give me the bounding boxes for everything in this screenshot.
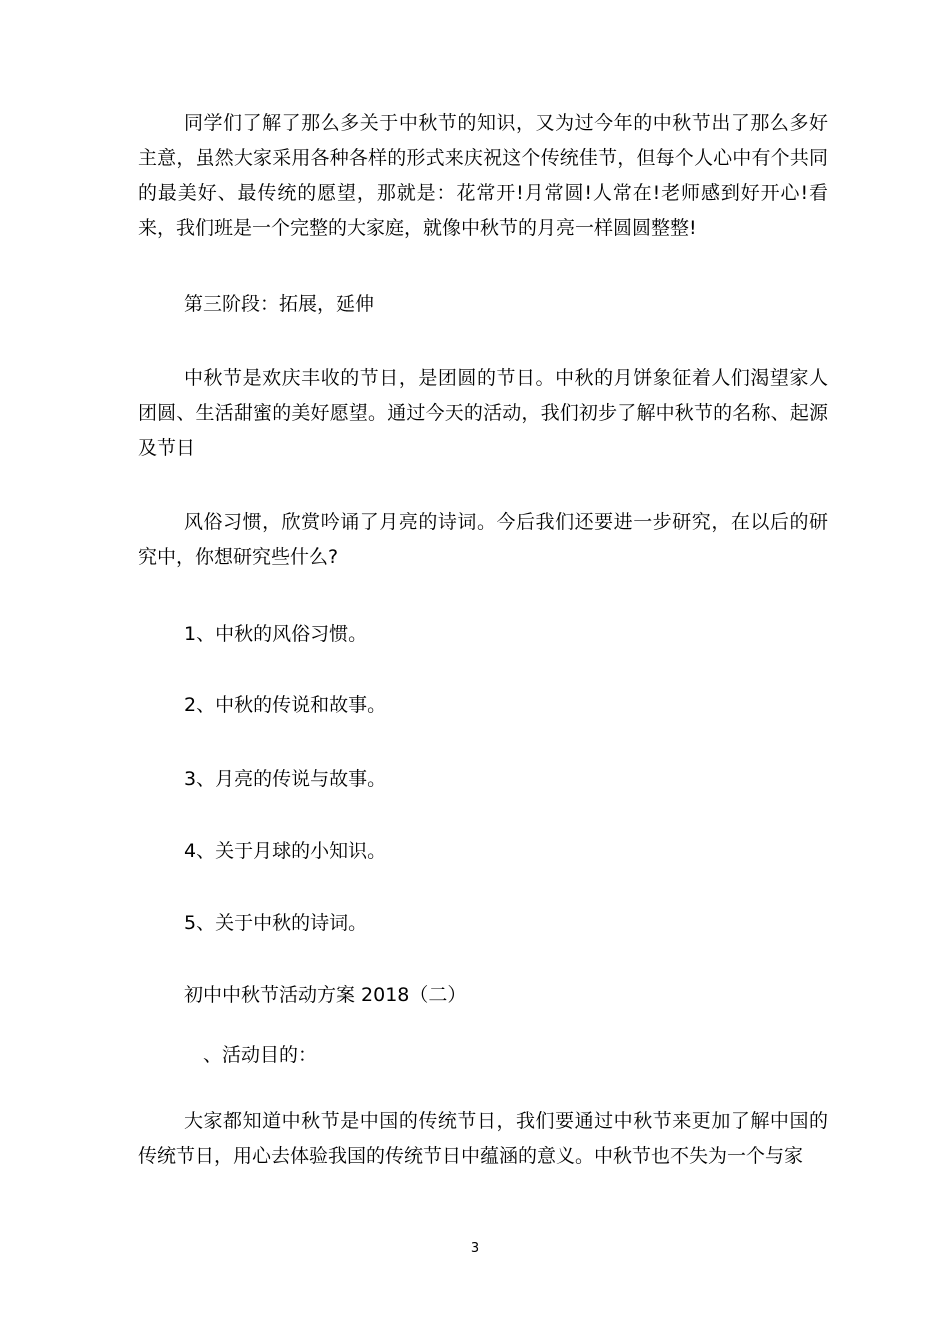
stage-3-heading: 第三阶段：拓展，延伸 bbox=[184, 293, 375, 315]
list-item: 1、中秋的风俗习惯。 bbox=[184, 623, 368, 645]
list-item: 3、月亮的传说与故事。 bbox=[184, 768, 387, 790]
paragraph-research-question: 风俗习惯，欣赏吟诵了月亮的诗词。今后我们还要进一步研究，在以后的研究中，你想研究些什么? bbox=[138, 511, 828, 568]
list-item: 4、关于月球的小知识。 bbox=[184, 840, 387, 862]
list-item: 2、中秋的传说和故事。 bbox=[184, 694, 387, 716]
paragraph-activity-goal: 大家都知道中秋节是中国的传统节日，我们要通过中秋节来更加了解中国的传统节日，用心去体验我国的传统节日中蕴涵的意义。中秋节也不失为一个与家 bbox=[138, 1110, 828, 1167]
list-item: 5、关于中秋的诗词。 bbox=[184, 912, 368, 934]
page-number: 3 bbox=[470, 1241, 480, 1256]
paragraph-summary: 同学们了解了那么多关于中秋节的知识，又为过今年的中秋节出了那么多好主意，虽然大家采用各种各样的形式来庆祝这个传统佳节，但每个人心中有个共同的最美好、最传统的愿望，那就是：花常开!月常圆!人常在!老师感到好开心!看来，我们班是一个完整的大家庭，就像中秋节的月亮一样圆圆整整! bbox=[138, 112, 828, 239]
activity-goal-heading: 、活动目的： bbox=[203, 1044, 318, 1066]
section-title: 初中中秋节活动方案 2018（二） bbox=[184, 984, 467, 1006]
paragraph-stage-3-intro: 中秋节是欢庆丰收的节日，是团圆的节日。中秋的月饼象征着人们渴望家人团圆、生活甜蜜的美好愿望。通过今天的活动，我们初步了解中秋节的名称、起源及节日 bbox=[138, 367, 828, 459]
